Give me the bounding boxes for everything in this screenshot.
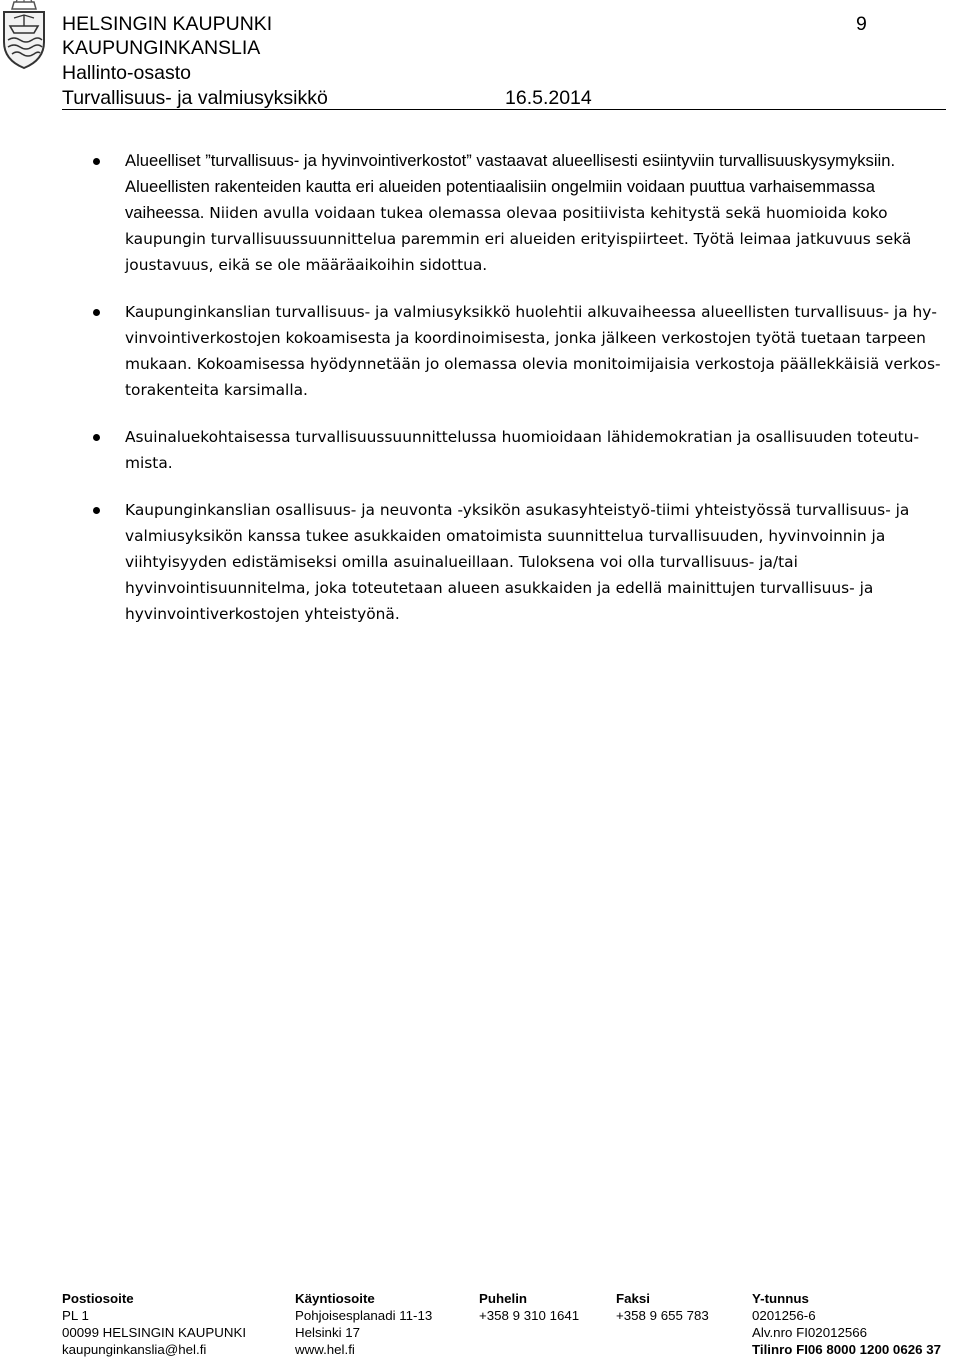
footer-heading-postal: Postiosoite — [62, 1291, 134, 1306]
helsinki-coat-of-arms-icon — [0, 0, 48, 70]
bullet-text: Asuinaluekohtaisessa turvallisuussuunnittelussa huomioidaan lähidemokratian ja osallisuuden toteutumista. — [125, 428, 920, 472]
bullet-list — [90, 148, 942, 648]
list-item — [90, 148, 942, 278]
footer-business-id: 0201256-6 — [752, 1308, 816, 1323]
footer-phone: +358 9 310 1641 — [479, 1308, 580, 1323]
footer-empty — [479, 1341, 616, 1358]
footer-heading-visiting: Käyntiosoite — [295, 1291, 375, 1306]
footer-row — [62, 1307, 952, 1324]
org-division: Hallinto-osasto — [62, 62, 191, 84]
footer-street: Pohjoisesplanadi 11-13 — [295, 1308, 433, 1323]
footer-city: Helsinki 17 — [295, 1325, 361, 1340]
bullet-icon — [93, 158, 100, 165]
footer-heading-business-id: Y-tunnus — [752, 1291, 809, 1306]
bullet-icon — [93, 309, 100, 316]
footer-postal-box: PL 1 — [62, 1308, 89, 1323]
bullet-icon — [93, 434, 100, 441]
footer-postal-code: 00099 HELSINGIN KAUPUNKI — [62, 1325, 247, 1340]
footer-vat-number: Alv.nro FI02012566 — [752, 1325, 868, 1340]
footer-empty — [616, 1341, 752, 1358]
footer — [62, 1290, 952, 1358]
list-item — [90, 497, 942, 627]
footer-row — [62, 1324, 952, 1341]
org-name: HELSINGIN KAUPUNKI — [62, 13, 273, 35]
list-item — [90, 424, 942, 476]
bullet-icon — [93, 507, 100, 514]
bullet-text: Kaupunginkanslian osallisuus- ja neuvonta -yksikön asukasyhteistyö-tiimi yhteistyössä turvallisuus- ja valmiusyksikön kanssa tukee asukkaiden omatoimista suunnittelua turvallisuuden, hyvinvoinnin ja viihtyisyyden edistämiseksi omilla asuinalueillaan. Tuloksena voi olla turvallisuus- ja/tai hyvinvointisuunnitelma, joka toteutetaan alueen asukkaiden ja edellä mainittujen turvallisuus- ja hyvinvointiverkostojen yhteistyönä. — [125, 501, 910, 623]
footer-website: www.hel.fi — [295, 1342, 355, 1357]
page-number: 9 — [856, 13, 867, 35]
org-unit: Turvallisuus- ja valmiusyksikkö — [62, 87, 328, 109]
footer-bank-account: Tilinro FI06 8000 1200 0626 37 — [752, 1342, 941, 1357]
footer-heading-phone: Puhelin — [479, 1291, 528, 1306]
footer-email: kaupunginkanslia@hel.fi — [62, 1342, 207, 1357]
bullet-text: Niiden avulla voidaan tukea olemassa olevaa positiivista kehitystä sekä huomioida koko kaupungin turvallisuussuunnittelua paremmin eri alueiden erityispiirteet. Työtä leimaa jatkuvuus sekä joustavuus, eikä se ole määräaikoihin sidottua. — [125, 204, 912, 274]
document-date: 16.5.2014 — [505, 87, 592, 109]
org-department: KAUPUNGINKANSLIA — [62, 37, 261, 59]
footer-heading-fax: Faksi — [616, 1291, 651, 1306]
header-divider — [62, 109, 946, 110]
footer-fax: +358 9 655 783 — [616, 1308, 709, 1323]
list-item — [90, 299, 942, 403]
bullet-text: Kaupunginkanslian turvallisuus- ja valmiusyksikkö huolehtii alkuvaiheessa alueellisten turvallisuus- ja hyvinvointiverkostojen kokoamisesta ja koordinoimisesta, jonka jälkeen verkostojen työtä tuetaan tarpeen mukaan. Kokoamisessa hyödynnetään jo olemassa olevia monitoimijaisia verkostoja päällekkäisiä verkostorakenteita karsimalla. — [125, 303, 941, 399]
footer-empty — [616, 1324, 752, 1341]
footer-empty — [479, 1324, 616, 1341]
bullet-text: Alueelliset ”turvallisuus- ja hyvinvointiverkostot” vastaavat alueellisesti esiintyviin turvallisuuskysymyksiin. Alueellisten rakenteiden kautta eri alueiden potentiaalisiin ongelmiin voidaan puuttua varhaisemmassa vaiheessa. — [125, 151, 896, 222]
footer-row — [62, 1341, 952, 1358]
footer-headings — [62, 1290, 952, 1307]
